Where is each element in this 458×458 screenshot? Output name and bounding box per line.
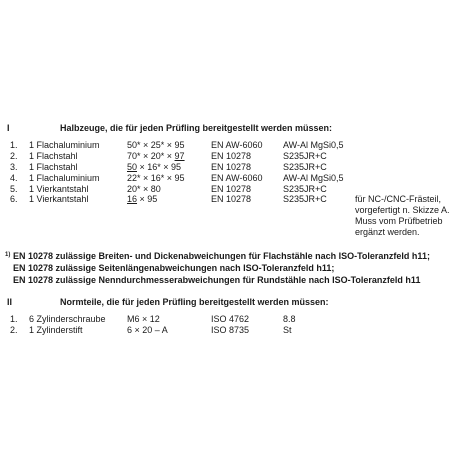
cell-desc: 1 Flachaluminium [29,140,100,150]
section1-roman: I [7,123,10,133]
cell-norm: EN 10278 [211,151,252,161]
dimension-part: 70* × 20* × [127,151,175,161]
section1-heading: Halbzeuge, die für jeden Prüfling bereitgestellt werden müssen: [60,123,333,133]
dimension-part: 97 [174,151,185,161]
footnote-marker: 1) [5,252,11,258]
cell-num: 5. [10,184,18,194]
cell-desc: 1 Flachstahl [29,151,78,161]
note-line: für NC-/CNC-Frästeil, [355,194,442,204]
cell-mat: AW-Al MgSi0,5 [283,173,344,183]
cell-mat: St [283,325,292,335]
cell-desc: 1 Flachaluminium [29,173,100,183]
dimension-part: 20* × 80 [127,184,161,194]
cell-mat: S235JR+C [283,194,327,204]
cell-num: 1. [10,140,18,150]
dimension-part: 50 [127,162,138,172]
section2-heading: Normteile, die für jeden Prüfling bereitgestellt werden müssen: [60,297,329,307]
cell-dim [127,162,181,173]
cell-desc: 1 Flachstahl [29,162,78,172]
cell-norm: ISO 8735 [211,325,250,335]
dimension-part: × 95 [137,194,158,204]
cell-norm: EN 10278 [211,162,252,172]
cell-dim [127,173,185,184]
cell-dim [127,140,185,151]
cell-dim: 6 × 20 – A [127,325,168,335]
dimension-part: 22* × 16* × 95 [127,173,185,183]
cell-mat: AW-Al MgSi0,5 [283,140,344,150]
cell-norm: ISO 4762 [211,314,250,324]
cell-norm: EN 10278 [211,184,252,194]
cell-num: 1. [10,314,18,324]
cell-desc: 1 Zylinderstift [29,325,83,335]
note-line: Muss vom Prüfbetrieb [355,216,443,226]
note-line: vorgefertigt n. Skizze A. [355,205,450,215]
note-line: ergänzt werden. [355,227,420,237]
footnote-line-3: EN 10278 zulässige Nenndurchmesserabweichungen für Rundstähle nach ISO-Toleranzfeld h11 [13,275,421,285]
cell-mat: S235JR+C [283,151,327,161]
cell-dim [127,151,185,162]
cell-dim: M6 × 12 [127,314,160,324]
cell-num: 6. [10,194,18,204]
cell-dim [127,194,157,205]
cell-num: 4. [10,173,18,183]
dimension-part: 16 [127,194,138,204]
cell-num: 2. [10,151,18,161]
cell-mat: 8.8 [283,314,296,324]
footnote-line-2: EN 10278 zulässige Seitenlängenabweichungen nach ISO-Toleranzfeld h11; [13,263,335,273]
cell-desc: 1 Vierkantstahl [29,184,89,194]
dimension-part: × 16* × 95 [137,162,182,172]
cell-desc: 1 Vierkantstahl [29,194,89,204]
cell-norm: EN 10278 [211,194,252,204]
dimension-part: 50* × 25* × 95 [127,140,185,150]
cell-norm: EN AW-6060 [211,173,263,183]
cell-norm: EN AW-6060 [211,140,263,150]
cell-num: 2. [10,325,18,335]
section2-roman: II [7,297,13,307]
footnote-line-1: EN 10278 zulässige Breiten- und Dickenabweichungen für Flachstähle nach ISO-Toleranzfeld h11; [13,251,430,261]
nc-cnc-note [355,194,450,238]
cell-mat: S235JR+C [283,184,327,194]
cell-num: 3. [10,162,18,172]
cell-mat: S235JR+C [283,162,327,172]
cell-desc: 6 Zylinderschraube [29,314,106,324]
